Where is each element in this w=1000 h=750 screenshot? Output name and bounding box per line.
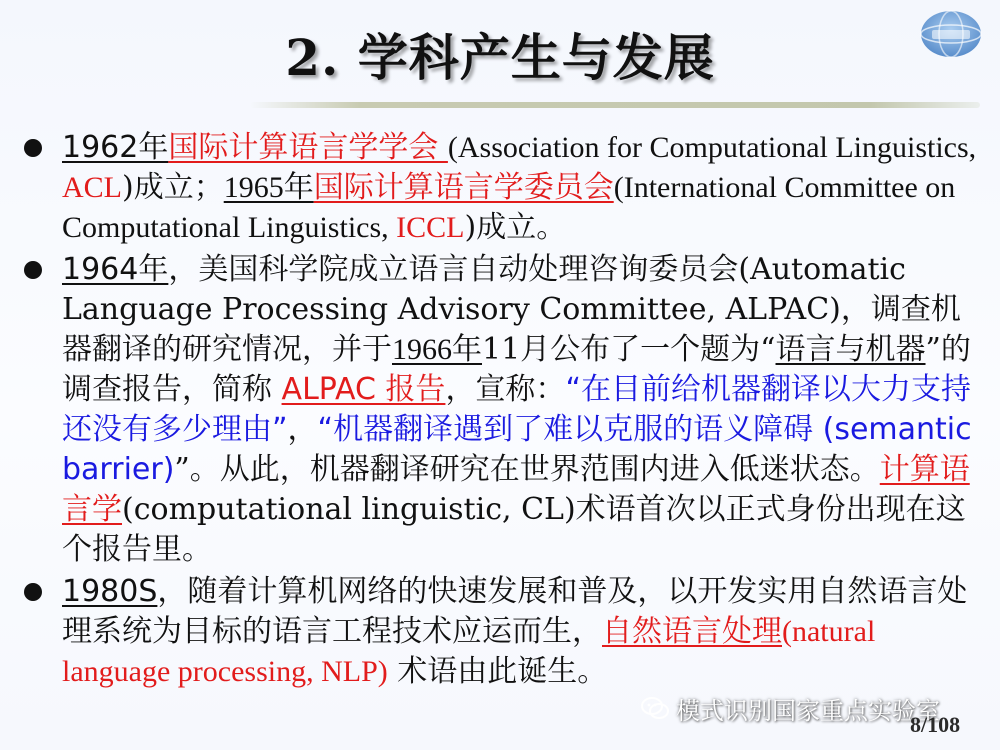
org-iccl-abbr: ICCL — [396, 211, 465, 244]
report-title: 语言与机器 — [775, 332, 926, 367]
text-established: )成立； — [122, 170, 224, 205]
alpac-text-5: ”。从此，机器翻译研究在世界范围内进入低迷状态。 — [174, 452, 880, 487]
bullet-item-acl — [22, 128, 982, 248]
bullet-dot — [24, 583, 42, 601]
alpac-text-4: ，宣称： — [445, 372, 566, 407]
alpac-text-6: (computational linguistic, CL)术语首次以正式身份出现在这个报告里。 — [62, 492, 966, 567]
term-nlp: 自然语言处理 — [602, 614, 782, 649]
year-1980s: 1980S — [62, 574, 158, 609]
wechat-icon — [640, 695, 670, 721]
title-bar — [0, 0, 1000, 110]
bullet-item-alpac — [22, 250, 982, 570]
year-1962: 1962年 — [62, 130, 169, 165]
alpac-report-name: ALPAC 报告 — [281, 372, 446, 407]
quote-separator: ， — [287, 412, 318, 447]
org-acl-abbr: ACL — [62, 171, 122, 204]
alpac-text-3: ”的调查报告，简称 — [62, 332, 971, 407]
watermark — [640, 690, 940, 726]
bullet-dot — [24, 261, 42, 279]
org-acl-en: (Association for Computational Linguistics, — [447, 131, 977, 164]
alpac-quote-1: “在目前给机器翻译以大力支持还没有多少理由” — [62, 372, 971, 447]
date-1966: 1966年 — [392, 333, 482, 366]
watermark-text: 模式识别国家重点实验室 — [676, 696, 940, 725]
org-iccl-en: (International Committee on Computational Linguistics, — [62, 171, 956, 244]
bullet-dot — [24, 139, 42, 157]
bullet-item-nlp — [22, 572, 982, 692]
title-divider — [250, 102, 980, 108]
year-1965: 1965年 — [223, 171, 314, 204]
bullet-list — [22, 128, 982, 694]
alpac-quote-2: “机器翻译遇到了难以克服的语义障碍 (semantic barrier) — [62, 412, 972, 487]
term-nlp-en: (natural language processing, NLP) — [62, 615, 876, 688]
text-established-2: )成立。 — [464, 210, 567, 245]
term-cl: 计算语言学 — [62, 452, 970, 527]
org-acl: 国际计算语言学学会 — [168, 130, 448, 165]
slide-title: 2. 学科产生与发展 — [285, 28, 715, 87]
nlp-text-2: 术语由此诞生。 — [387, 654, 608, 689]
alpac-text-2: 11月公布了一个题为“ — [482, 332, 776, 367]
page-number: 8/108 — [910, 712, 961, 737]
org-iccl: 国际计算语言学委员会 — [313, 170, 614, 205]
year-1964: 1964年 — [62, 252, 169, 287]
alpac-text-1: ，美国科学院成立语言自动处理咨询委员会(Automatic Language Processing Advisory Committee, ALPAC)，调查机器翻译的研究情况，并于 — [62, 252, 961, 367]
lab-logo-icon — [918, 8, 984, 60]
nlp-text-1: ，随着计算机网络的快速发展和普及，以开发实用自然语言处理系统为目标的语言工程技术应运而生， — [62, 574, 968, 649]
